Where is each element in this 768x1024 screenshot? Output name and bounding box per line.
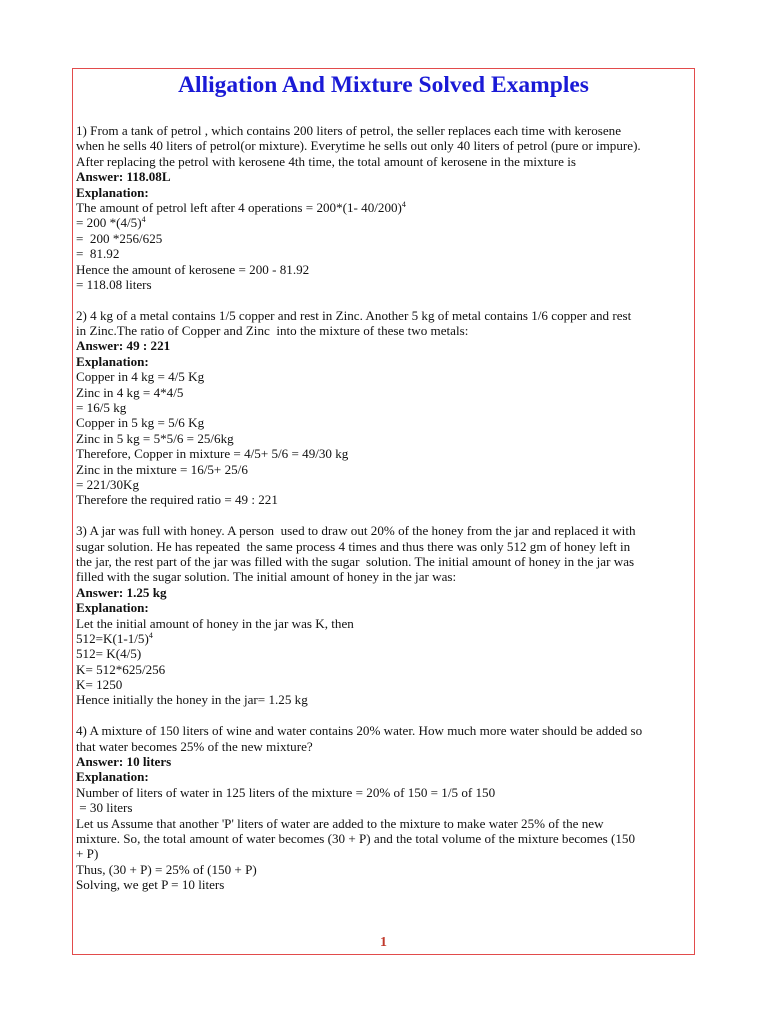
- explanation-line: = 118.08 liters: [76, 276, 152, 292]
- question-line: filled with the sugar solution. The initial amount of honey in the jar was:: [76, 569, 457, 585]
- explanation-line: Copper in 5 kg = 5/6 Kg: [76, 415, 205, 431]
- exponent: 4: [141, 215, 146, 225]
- explanation-line: = 30 liters: [76, 800, 133, 816]
- spacer: [76, 292, 694, 307]
- question-line: 3) A jar was full with honey. A person used to draw out 20% of the honey from the jar and replaced it with: [76, 523, 636, 539]
- explanation-line: = 81.92: [76, 246, 120, 262]
- explanation-text: 512=K(1-1/5): [76, 630, 149, 646]
- explanation-line: [76, 200, 694, 215]
- explanation-line: Hence initially the honey in the jar= 1.25 kg: [76, 692, 308, 708]
- answer-line: Answer: 1.25 kg: [76, 584, 167, 600]
- explanation-line: Let us Assume that another 'P' liters of water are added to the mixture to make water 25% of the new: [76, 815, 604, 831]
- explanation-line: [76, 215, 694, 230]
- explanation-text: The amount of petrol left after 4 operations = 200*(1- 40/200): [76, 199, 402, 215]
- explanation-line: Zinc in 5 kg = 5*5/6 = 25/6kg: [76, 430, 234, 446]
- explanation-line: Zinc in 4 kg = 4*4/5: [76, 384, 184, 400]
- explanation-line: = 16/5 kg: [76, 400, 127, 416]
- question-line: the jar, the rest part of the jar was filled with the sugar solution. The initial amount of honey in the jar was: [76, 553, 635, 569]
- question-line: 2) 4 kg of a metal contains 1/5 copper and rest in Zinc. Another 5 kg of metal contains 1/6 copper and rest: [76, 307, 632, 323]
- explanation-line: Therefore the required ratio = 49 : 221: [76, 492, 278, 508]
- explanation-line: Let the initial amount of honey in the jar was K, then: [76, 615, 354, 631]
- explanation-line: Number of liters of water in 125 liters of the mixture = 20% of 150 = 1/5 of 150: [76, 784, 496, 800]
- spacer: [76, 708, 694, 723]
- explanation-label: Explanation:: [76, 769, 149, 785]
- explanation-line: K= 512*625/256: [76, 661, 166, 677]
- example-1: [76, 123, 694, 292]
- answer-line: Answer: 118.08L: [76, 169, 171, 185]
- explanation-line: K= 1250: [76, 677, 123, 693]
- explanation-label: Explanation:: [76, 600, 149, 616]
- question-line: that water becomes 25% of the new mixture?: [76, 738, 313, 754]
- page-number: 1: [380, 935, 387, 950]
- example-4: [76, 723, 694, 892]
- question-line: 1) From a tank of petrol , which contains 200 liters of petrol, the seller replaces each time with kerosene: [76, 123, 622, 138]
- exponent: 4: [148, 630, 153, 640]
- explanation-line: Solving, we get P = 10 liters: [76, 877, 225, 893]
- answer-line: Answer: 10 liters: [76, 754, 172, 770]
- explanation-line: = 200 *256/625: [76, 230, 163, 246]
- explanation-line: = 221/30Kg: [76, 476, 140, 492]
- explanation-line: [76, 631, 694, 646]
- explanation-line: Hence the amount of kerosene = 200 - 81.92: [76, 261, 310, 277]
- explanation-line: Zinc in the mixture = 16/5+ 25/6: [76, 461, 248, 477]
- explanation-text: = 200 *(4/5): [76, 215, 142, 231]
- exponent: 4: [401, 199, 406, 209]
- question-line: 4) A mixture of 150 liters of wine and water contains 20% water. How much more water should be added so: [76, 723, 643, 739]
- document-body: [76, 123, 694, 893]
- question-line: when he sells 40 liters of petrol(or mixture). Everytime he sells out only 40 liters of petrol (pure or impure).: [76, 138, 641, 154]
- example-2: [76, 308, 694, 508]
- example-3: [76, 523, 694, 708]
- explanation-line: + P): [76, 846, 99, 862]
- explanation-line: Therefore, Copper in mixture = 4/5+ 5/6 = 49/30 kg: [76, 446, 349, 462]
- explanation-line: 512= K(4/5): [76, 646, 142, 662]
- answer-line: Answer: 49 : 221: [76, 338, 171, 354]
- spacer: [76, 508, 694, 523]
- explanation-line: Thus, (30 + P) = 25% of (150 + P): [76, 861, 257, 877]
- question-line: After replacing the petrol with kerosene 4th time, the total amount of kerosene in the mixture is: [76, 153, 576, 169]
- explanation-label: Explanation:: [76, 353, 149, 369]
- question-line: sugar solution. He has repeated the same process 4 times and thus there was only 512 gm of honey left in: [76, 538, 631, 554]
- explanation-line: mixture. So, the total amount of water becomes (30 + P) and the total volume of the mixture becomes (150: [76, 830, 636, 846]
- question-line: in Zinc.The ratio of Copper and Zinc into the mixture of these two metals:: [76, 323, 469, 339]
- explanation-label: Explanation:: [76, 184, 149, 200]
- document-title: Alligation And Mixture Solved Examples: [178, 72, 589, 98]
- explanation-line: Copper in 4 kg = 4/5 Kg: [76, 369, 205, 385]
